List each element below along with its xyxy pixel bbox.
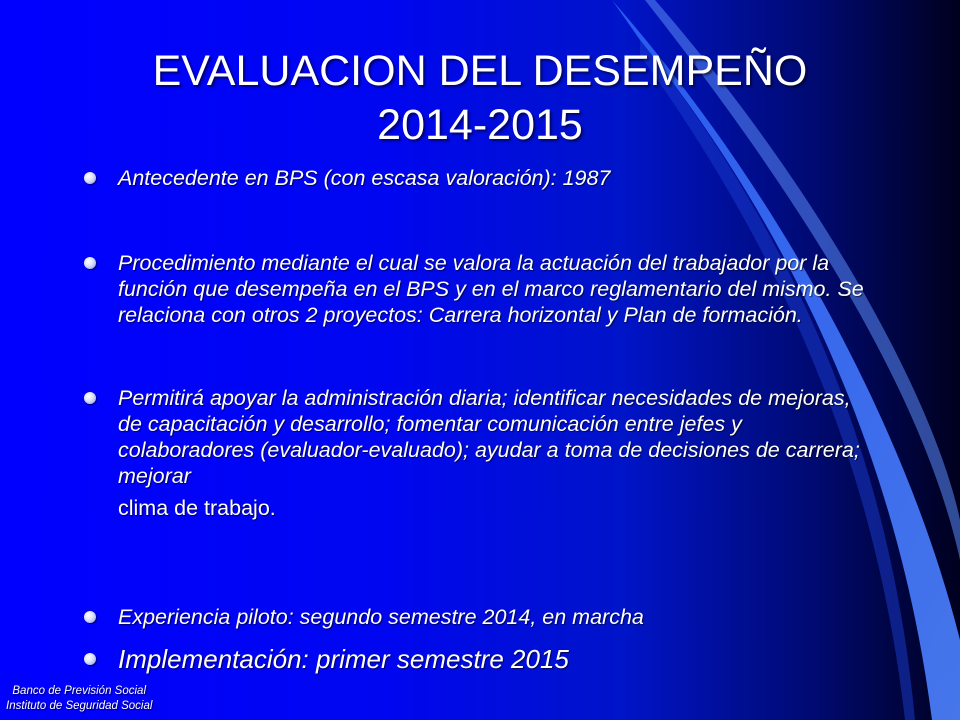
bullet-icon [84,172,96,184]
bullet-text: Implementación: primer semestre 2015 [118,644,569,674]
bullet-text: Experiencia piloto: segundo semestre 2014, en marcha [118,605,644,629]
footer-organization [6,684,152,714]
bullet-item [118,250,878,328]
slide-title [60,44,900,152]
bullet-item [118,604,878,630]
bullet-item [118,385,878,523]
footer-line-2: Instituto de Seguridad Social [6,700,153,712]
title-line-2: 2014-2015 [377,101,583,149]
bullet-icon [84,611,96,623]
bullet-icon [84,257,96,269]
bullet-text: Procedimiento mediante el cual se valora la actuación del trabajador por la función que desempeña en el BPS y en el marco reglamentario del mismo. Se relaciona con otros 2 proyectos: Carrera horizontal y Plan de formación. [118,251,864,327]
bullet-icon [84,392,96,404]
bullet-text: Permitirá apoyar la administración diaria; identificar necesidades de mejoras, de capacitación y desarrollo; fomentar comunicación entre jefes y colaboradores (evaluador-evaluado); ayudar a toma de decisiones de carrera; mejorar [118,386,860,488]
bullet-item [118,644,878,674]
bullet-item [118,165,878,191]
footer-line-1: Banco de Previsión Social [12,685,146,697]
bullet-icon [84,653,96,665]
title-line-1: EVALUACION DEL DESEMPEÑO [152,47,808,95]
bullet-continuation: clima de trabajo. [118,496,276,520]
bullet-text: Antecedente en BPS (con escasa valoración): 1987 [118,166,611,190]
